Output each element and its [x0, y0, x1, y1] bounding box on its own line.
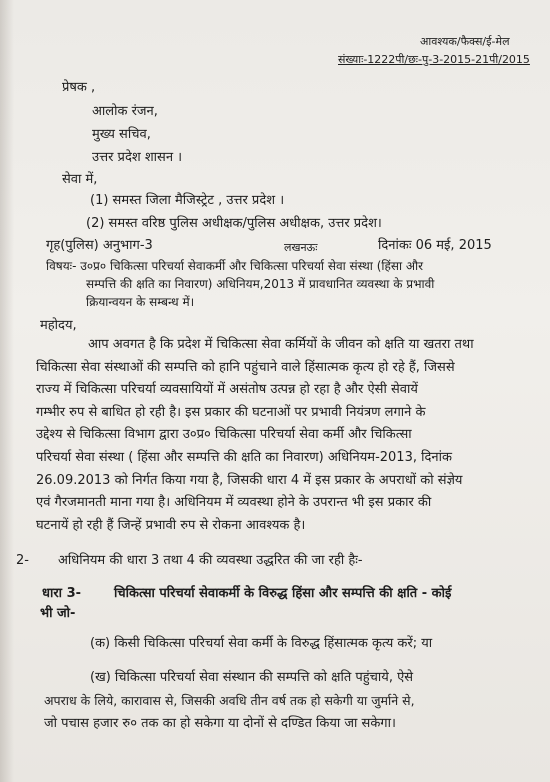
subject-line: सम्पत्ति की क्षति का निवारण) अधिनियम,2013 में प्रावधानित व्यवस्था के प्रभावी — [86, 277, 435, 291]
salutation: महोदय, — [40, 318, 77, 333]
section-3-title: चिकित्सा परिचर्या सेवाकर्मी के विरुद्ध हिंसा और सम्पत्ति की क्षति - कोई — [114, 586, 452, 601]
paragraph-1 — [36, 334, 524, 537]
subject-line: क्रियान्वयन के सम्बन्ध में। — [86, 295, 195, 309]
sender-designation: मुख्य सचिव, — [92, 127, 151, 142]
urgency-label: आवश्यक/फैक्स/ई-मेल — [420, 35, 510, 48]
recipient-item: (1) समस्त जिला मैजिस्ट्रेट , उत्तर प्रदेश । — [90, 193, 285, 208]
clause-k: (क) किसी चिकित्सा परिचर्या सेवा कर्मी के विरुद्ध हिंसात्मक कृत्य करें; या — [90, 636, 433, 651]
paragraph-line: गम्भीर रुप से बाधित हो रही है। इस प्रकार की घटनाओं पर प्रभावी नियंत्रण लगाने के — [36, 404, 426, 420]
paragraph-line: आप अवगत है कि प्रदेश में चिकित्सा सेवा कर्मियों के जीवन को क्षति या खतरा तथा — [88, 337, 474, 352]
reference-number: संख्याः-1222पी/छः-पु-3-2015-21पी/2015 — [338, 53, 530, 66]
recipients-label: सेवा में, — [62, 172, 98, 187]
sender-name: आलोक रंजन, — [92, 104, 158, 119]
paragraph-line: 26.09.2013 को निर्गत किया गया है, जिसकी धारा 4 में इस प्रकार के अपराधों को संज्ञेय — [36, 472, 463, 488]
page-edge-shadow — [0, 0, 14, 782]
sender-office: उत्तर प्रदेश शासन । — [92, 150, 183, 165]
paragraph-line: राज्य में चिकित्सा परिचर्या व्यवसायियों में असंतोष उत्पन्न हो रहा है और ऐसी सेवायें — [36, 382, 418, 398]
paragraph-line: घटनायें हो रही हैं जिन्हें प्रभावी रुप से रोकना आवश्यक है। — [36, 517, 306, 533]
paragraph-line: उद्देश्य से चिकित्सा विभाग द्वारा उ०प्र० चिकित्सा परिचर्या सेवा कर्मी और चिकित्सा — [36, 427, 412, 443]
recipient-item: (2) समस्त वरिष्ठ पुलिस अधीक्षक/पुलिस अधीक्षक, उत्तर प्रदेश। — [86, 216, 382, 231]
clause-kh-line: (ख) चिकित्सा परिचर्या सेवा संस्थान की सम्पत्ति को क्षति पहुंचाये, ऐसे — [90, 670, 414, 685]
section-3-heading: धारा 3- — [42, 586, 82, 601]
sender-label: प्रेषक , — [62, 80, 96, 95]
place-label: लखनऊः — [284, 241, 318, 254]
department-name: गृह(पुलिस) अनुभाग-3 — [46, 238, 153, 253]
subject-line: विषयः- उ०प्र० चिकित्सा परिचर्या सेवाकर्मी और चिकित्सा परिचर्या सेवा संस्था (हिंसा और — [46, 259, 424, 273]
clause-kh-line: अपराध के लिये, कारावास से, जिसकी अवधि तीन वर्ष तक हो सकेगी या जुर्माने से, — [44, 693, 415, 708]
point-number: 2- — [16, 553, 29, 568]
point-2-text: अधिनियम की धारा 3 तथा 4 की व्यवस्था उद्धरित की जा रही हैः- — [58, 553, 363, 568]
section-3-title-cont: भी जो- — [40, 606, 76, 621]
paragraph-line: एवं गैरजमानती माना गया है। अधिनियम में व्यवस्था होने के उपरान्त भी इस प्रकार की — [36, 495, 432, 511]
clause-kh-line: जो पचास हजार रु० तक का हो सकेगा या दोनों से दण्डित किया जा सकेगा। — [44, 716, 396, 731]
paragraph-line: चिकित्सा सेवा संस्थाओं की सम्पत्ति को हानि पहुंचाने वाले हिंसात्मक कृत्य हो रहे हैं, जिससे — [36, 359, 455, 375]
letter-date: दिनांकः 06 मई, 2015 — [378, 238, 492, 253]
paragraph-line: परिचर्या सेवा संस्था ( हिंसा और सम्पत्ति की क्षति का निवारण) अधिनियम-2013, दिनांक — [36, 449, 452, 465]
